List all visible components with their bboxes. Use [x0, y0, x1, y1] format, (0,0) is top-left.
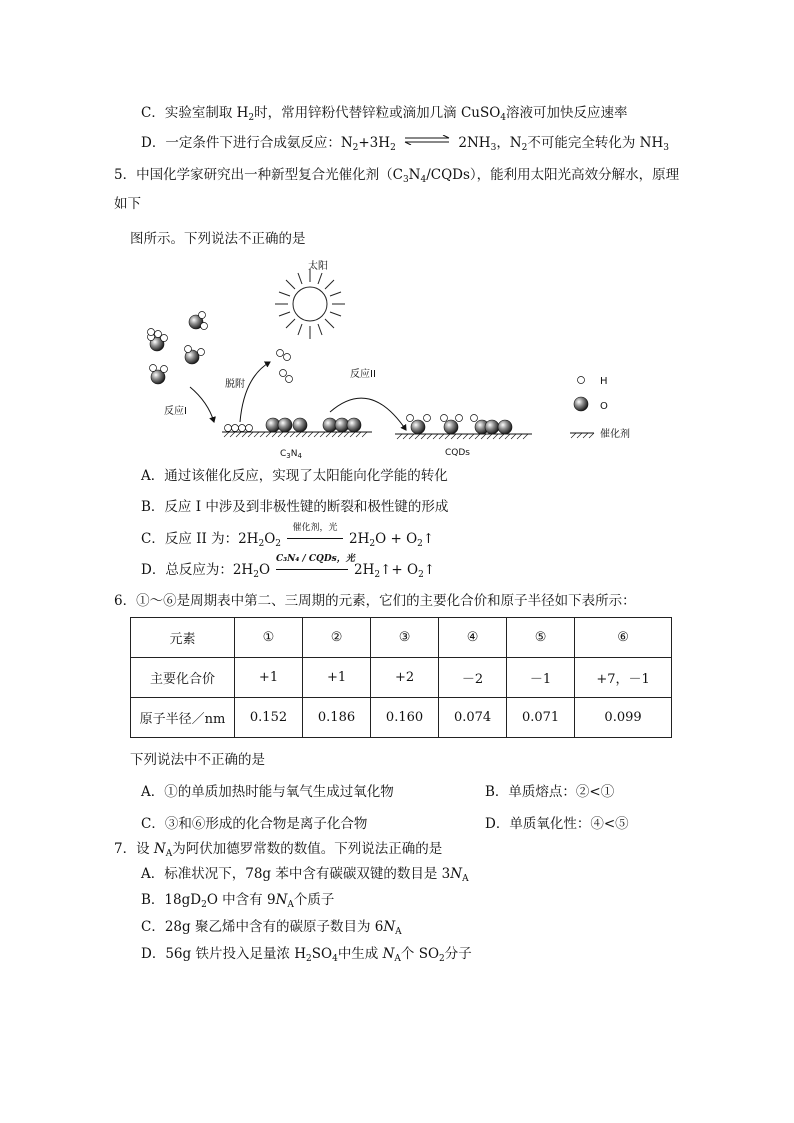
q6-option-b: B．单质熔点：②<①	[485, 784, 615, 800]
table-header-cell: 元素	[131, 618, 235, 658]
table-header-cell: 原子半径／nm	[131, 698, 235, 738]
table-cell: +2	[371, 658, 439, 698]
element-table	[130, 617, 672, 738]
table-cell: －1	[507, 658, 575, 698]
table-cell: +1	[235, 658, 303, 698]
q7-option-b: B．$18gD_2O$ 中含有 $9N_A$个质子	[141, 892, 335, 910]
q4-option-d: D．一定条件下进行合成氨反应：$N_2+3H_2$ $2NH_3$，$N_2$不可能完全转化为 $NH_3$	[141, 135, 669, 153]
desorb-arrow	[240, 362, 270, 422]
q6-option-d: D．单质氧化性：④<⑤	[485, 816, 629, 832]
c3n4-label: $C_3N_4$	[280, 449, 302, 460]
q6-option-a: A．①的单质加热时能与氧气生成过氧化物	[141, 784, 394, 800]
q5-stem-line3: 图所示。下列说法不正确的是	[130, 231, 306, 247]
table-cell: －2	[439, 658, 507, 698]
table-cell: ⑥	[575, 618, 672, 658]
q6-after-table: 下列说法中不正确的是	[130, 752, 265, 768]
cqds-label: CQDs	[445, 448, 470, 458]
reaction-condition: 催化剂，光	[287, 530, 343, 548]
q5-option-b: B．反应 I 中涉及到非极性键的断裂和极性键的形成	[141, 499, 449, 515]
water-molecules	[148, 312, 208, 385]
table-cell: 0.099	[575, 698, 672, 738]
q7-option-c: C．28g 聚乙烯中含有的碳原子数目为 $6N_A$	[141, 919, 402, 937]
table-cell: 0.160	[371, 698, 439, 738]
table-cell: ①	[235, 618, 303, 658]
oxygen-atom-icon	[574, 397, 588, 411]
q5-option-d: D．总反应为：$2H_2O$ C₃N₄ / CQDs，光 $2H_2↑+$ $O_2↑$	[141, 554, 436, 580]
q4-option-c: C．实验室制取 $H_2$时，常用锌粉代替锌粒或滴加几滴 CuSO$_4$溶液可加快反应速率	[141, 105, 628, 123]
table-cell: 0.071	[507, 698, 575, 738]
q5-stem: 5．中国化学家研究出一种新型复合光催化剂$(C_3N_4/CQDs)$，能利用太阳光高效分解水，原理	[114, 167, 680, 185]
photocatalysis-diagram	[140, 252, 660, 462]
table-cell: 0.152	[235, 698, 303, 738]
q5-option-a: A．通过该催化反应，实现了太阳能向化学能的转化	[141, 468, 448, 484]
table-row	[131, 658, 672, 698]
reaction-condition: C₃N₄ / CQDs，光	[276, 561, 348, 579]
table-row	[131, 618, 672, 658]
reaction2-label: 反应II	[350, 369, 376, 380]
q7-option-a: A．标准状况下，78g 苯中含有碳碳双键的数目是 $3N_A$	[141, 866, 469, 884]
reversible-arrow-icon	[403, 135, 451, 145]
table-cell: ③	[371, 618, 439, 658]
table-cell: 0.186	[303, 698, 371, 738]
q5-stem-line2: 如下	[114, 196, 141, 212]
table-cell: ②	[303, 618, 371, 658]
cqds-surface	[395, 415, 532, 440]
q5-option-c: C．反应 II 为：$2H_2O_2$ 催化剂，光 $2H_2O$ + $O_2↑$	[141, 523, 435, 549]
sun-icon	[275, 269, 345, 339]
table-cell: +7，－1	[575, 658, 672, 698]
reaction1-label: 反应I	[164, 406, 187, 417]
q6-stem: 6．①～⑥是周期表中第二、三周期的元素，它们的主要化合价和原子半径如下表所示：	[114, 593, 636, 609]
q6-option-c: C．③和⑥形成的化合物是离子化合物	[141, 816, 368, 832]
legend-catalyst-label: 催化剂	[600, 429, 630, 440]
table-cell: +1	[303, 658, 371, 698]
hydrogen-molecules	[277, 350, 293, 383]
catalyst-hatch-icon	[570, 433, 594, 438]
legend	[570, 376, 630, 440]
hydrogen-atom-icon	[578, 377, 585, 384]
legend-h-label: H	[600, 376, 608, 387]
table-cell: 0.074	[439, 698, 507, 738]
q7-stem: 7．设 $N_A$为阿伏加德罗常数的数值。下列说法正确的是	[114, 841, 443, 859]
c3n4-surface	[222, 418, 372, 437]
sun-label: 太阳	[308, 261, 328, 272]
table-header-cell: 主要化合价	[131, 658, 235, 698]
table-cell: ④	[439, 618, 507, 658]
q7-option-d: D．56g 铁片投入足量浓 $H_2SO_4$中生成 $N_A$个 $SO_2$分子	[141, 946, 472, 964]
table-cell: ⑤	[507, 618, 575, 658]
reaction1-arrow	[190, 387, 214, 422]
desorb-label: 脱附	[225, 379, 245, 390]
legend-o-label: O	[600, 401, 608, 412]
table-row	[131, 698, 672, 738]
